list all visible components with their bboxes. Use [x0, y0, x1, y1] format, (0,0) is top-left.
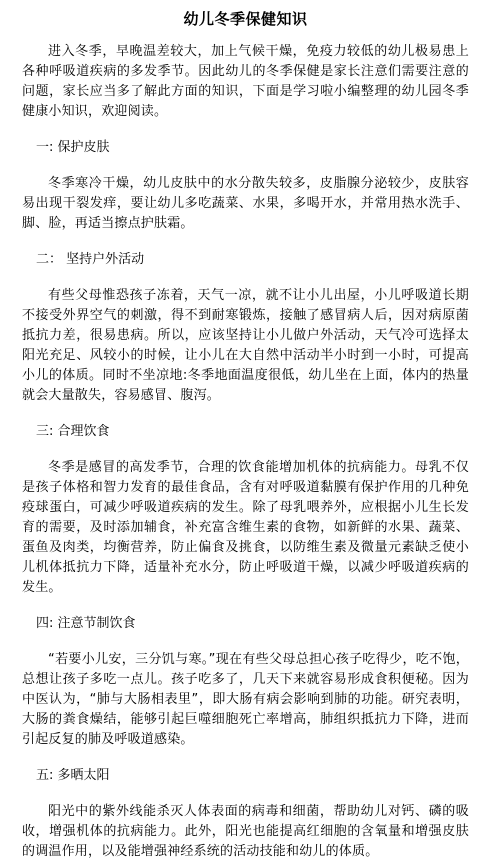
section-body-sunbathing: 阳光中的紫外线能杀灭人体表面的病毒和细菌，帮助幼儿对钙、磷的吸收，增强机体的抗病能力。此外，阳光也能提高红细胞的含氧量和增强皮肤的调温作用，以及能增强神经系统的活动技能和幼儿的体质。 — [22, 804, 469, 859]
section-heading-moderate-eating: 四: 注意节制饮食 — [36, 616, 136, 631]
section-body-moderate-eating: “若要小儿安，三分饥与寒。”现在有些父母总担心孩子吃得少，吃不饱，总想让孩子多吃一点儿。孩子吃多了，几天下来就容易形成食积便秘。因为中医认为，“肺与大肠相表里”，即大肠有病会影响到肺的功能。研究表明，大肠的粪食燥结，能够引起巨噬细胞死亡率增高，肺组织抵抗力下降，进而引起反复的肺及呼吸道感染。 — [22, 652, 469, 747]
section-body-protect-skin: 冬季寒冷干燥，幼儿皮肤中的水分散失较多，皮脂腺分泌较少，皮肤容易出现干裂发痒，要让幼儿多吃蔬菜、水果，多喝开水，并常用热水洗手、脚、脸，再适当擦点护肤霜。 — [22, 176, 469, 231]
section-body-outdoor-activity: 有些父母惟恐孩子冻着，天气一凉，就不让小儿出屋，小儿呼吸道长期不接受外界空气的刺激，得不到耐寒锻炼，接触了感冒病人后，因对病原菌抵抗力差，很易患病。所以，应该坚持让小儿做户外活动，天气冷可选择太阳光充足、风较小的时候，让小儿在大自然中活动半小时到一小时，可提高小儿的体质。同时不坐凉地:冬季地面温度很低，幼儿坐在上面，体内的热量就会大量散失，容易感冒、腹泻。 — [22, 288, 469, 403]
intro-paragraph: 进入冬季，早晚温差较大，加上气候干燥，免疫力较低的幼儿极易患上各种呼吸道疾病的多发季节。因此幼儿的冬季保健是家长注意们需要注意的问题，家长应当多了解此方面的知识，下面是学习啦小编整理的幼儿园冬季健康小知识，欢迎阅读。 — [22, 44, 469, 119]
section-heading-protect-skin: 一: 保护皮肤 — [36, 140, 110, 155]
section-heading-reasonable-diet: 三: 合理饮食 — [36, 424, 110, 439]
section-heading-sunbathing: 五: 多晒太阳 — [36, 768, 110, 783]
section-heading-outdoor-activity: 二： 坚持户外活动 — [36, 252, 145, 267]
document-title: 幼儿冬季保健知识 — [183, 10, 308, 28]
section-body-reasonable-diet: 冬季是感冒的高发季节，合理的饮食能增加机体的抗病能力。母乳不仅是孩子体格和智力发育的最佳食品，含有对呼吸道黏膜有保护作用的几种免疫球蛋白，可减少呼吸道疾病的发生。除了母乳喂养外，应根据小儿生长发育的需要，及时添加辅食，补充富含维生素的食物，如新鲜的水果、蔬菜、蛋鱼及肉类，均衡营养，防止偏食及挑食，以防维生素及微量元素缺乏使小儿机体抵抗力下降，适量补充水分，防止呼吸道干燥，以减少呼吸道疾病的发生。 — [22, 460, 469, 595]
